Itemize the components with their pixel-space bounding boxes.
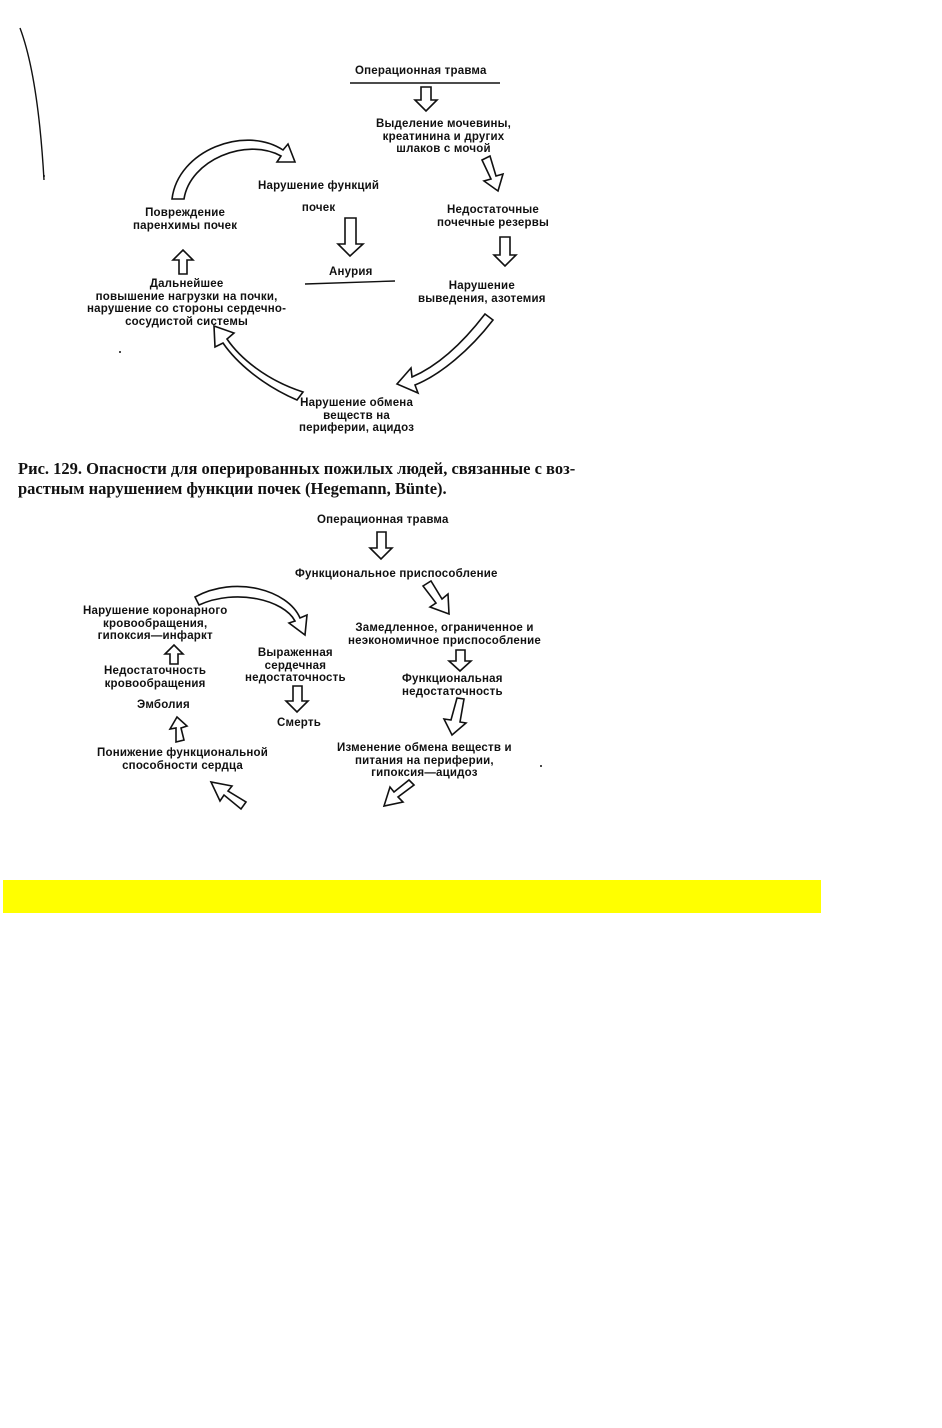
node-excretion: Выделение мочевины, креатинина и других шлаков с мочой: [376, 118, 512, 155]
node-op-trauma-1: Операционная травма: [355, 65, 487, 77]
node-reserves: Недостаточные почечные резервы: [437, 204, 550, 229]
arrow-down-2d: [449, 650, 471, 671]
node-anuria: Анурия: [329, 266, 373, 278]
scan-edge-line: [20, 28, 44, 180]
node-kidney-dysfunction: Нарушение функций почек: [258, 180, 380, 214]
arrow-up-2h: [170, 717, 187, 742]
arrow-big-1h: [214, 326, 303, 400]
node-metabolism: Нарушение обмена веществ на периферии, ацидоз: [299, 397, 415, 434]
arrow-small-2i: [384, 780, 414, 806]
speck-3: [43, 175, 45, 177]
arrow-small-2j: [211, 782, 246, 809]
arrow-diag-2g: [444, 698, 466, 735]
node-embolism: Эмболия: [137, 699, 190, 711]
arrow-down-1a: [415, 87, 437, 111]
anuria-line: [305, 281, 395, 284]
speck-2: [540, 765, 542, 767]
arrow-diag-2b: [423, 581, 449, 614]
node-heart-failure: Выраженная сердечная недостаточность: [245, 647, 346, 684]
arrow-up-1f: [173, 250, 193, 274]
node-further-load: Дальнейшее повышение нагрузки на почки, нарушение со стороны сердечно- сосудистой системы: [87, 278, 287, 328]
node-parenchyma-damage: Повреждение паренхимы почек: [133, 207, 238, 232]
arrow-down-2f: [286, 686, 308, 712]
node-death: Смерть: [277, 717, 321, 729]
speck-1: [119, 351, 121, 353]
arrow-big-1g: [397, 314, 493, 393]
arrow-down-1e: [338, 218, 363, 256]
highlight-band: [3, 880, 821, 913]
figure-caption: Рис. 129. Опасности для оперированных пожилых людей, связанные с воз-растным нарушением функции почек (Hegemann, Bünte).: [18, 459, 576, 498]
node-peripheral: Изменение обмена веществ и питания на периферии, гипоксия—ацидоз: [337, 742, 512, 779]
node-functional-insufficiency: Функциональная недостаточность: [402, 673, 503, 698]
node-coronary: Нарушение коронарного кровообращения, гипоксия—инфаркт: [83, 605, 228, 642]
arrow-diag-1b: [482, 156, 503, 191]
node-circulatory: Недостаточность кровообращения: [104, 665, 207, 690]
node-slow-adaptation: Замедленное, ограниченное и неэкономичное приспособление: [348, 622, 542, 647]
arrow-up-2e: [165, 645, 183, 664]
arrow-down-2a: [370, 532, 392, 559]
arrow-down-1c: [494, 237, 516, 266]
node-reduced-heart: Понижение функциональной способности сердца: [97, 747, 269, 772]
node-excretion-disorder: Нарушение выведения, азотемия: [418, 280, 546, 305]
node-adaptation: Функциональное приспособление: [295, 568, 498, 580]
node-op-trauma-2: Операционная травма: [317, 514, 449, 526]
